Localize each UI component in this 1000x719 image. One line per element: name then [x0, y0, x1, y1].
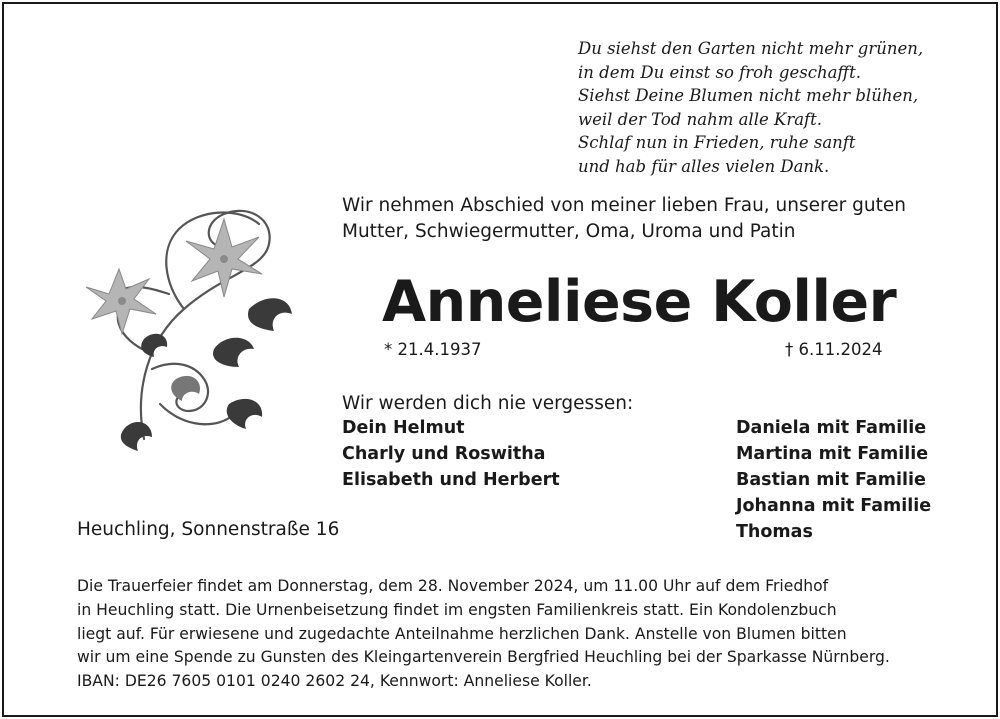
intro-line: Mutter, Schwiegermutter, Oma, Uroma und Patin	[342, 221, 796, 242]
farewell-intro	[342, 193, 942, 245]
mourner: Daniela mit Familie	[736, 418, 927, 438]
poem-line: Du siehst den Garten nicht mehr grünen,	[578, 39, 924, 58]
notice-line: liegt auf. Für erwiesene und zugedachte Anteilnahme herzlichen Dank. Anstelle von Blumen bitten	[77, 624, 847, 643]
obituary-frame	[2, 2, 998, 717]
mourner: Thomas	[736, 522, 813, 542]
deceased-name: Anneliese Koller	[382, 269, 897, 335]
mourner: Bastian mit Familie	[736, 470, 926, 490]
poem-line: Schlaf nun in Frieden, ruhe sanft	[578, 133, 856, 152]
mourners-right	[736, 415, 931, 545]
mourner: Dein Helmut	[342, 418, 465, 438]
mourner: Elisabeth und Herbert	[342, 470, 560, 490]
mourner: Martina mit Familie	[736, 444, 929, 464]
address: Heuchling, Sonnenstraße 16	[77, 519, 340, 540]
mourners-left	[342, 415, 560, 493]
notice-line: Die Trauerfeier findet am Donnerstag, dem 28. November 2024, um 11.00 Uhr auf dem Friedhof	[77, 577, 829, 595]
funeral-notice	[77, 575, 957, 694]
floral-ornament-icon	[64, 189, 304, 459]
mourner: Charly und Roswitha	[342, 444, 546, 464]
birth-date: * 21.4.1937	[384, 340, 482, 359]
mourner: Johanna mit Familie	[736, 496, 932, 516]
notice-line: IBAN: DE26 7605 0101 0240 2602 24, Kennwort: Anneliese Koller.	[77, 672, 592, 691]
poem-line: und hab für alles vielen Dank.	[578, 156, 830, 176]
notice-line: wir um eine Spende zu Gunsten des Kleingartenverein Bergfried Heuchling bei der Sparkasse Nürnberg.	[77, 648, 890, 667]
intro-line: Wir nehmen Abschied von meiner lieben Frau, unserer guten	[342, 195, 906, 216]
poem-line: in dem Du einst so froh geschafft.	[578, 62, 861, 82]
poem-line: Siehst Deine Blumen nicht mehr blühen,	[578, 86, 919, 105]
notice-line: in Heuchling statt. Die Urnenbeisetzung findet im engsten Familienkreis statt. Ein Kondolenzbuch	[77, 600, 837, 619]
poem	[578, 37, 958, 178]
death-date: † 6.11.2024	[785, 340, 883, 359]
poem-line: weil der Tod nahm alle Kraft.	[578, 109, 823, 129]
remember-line: Wir werden dich nie vergessen:	[342, 393, 634, 414]
